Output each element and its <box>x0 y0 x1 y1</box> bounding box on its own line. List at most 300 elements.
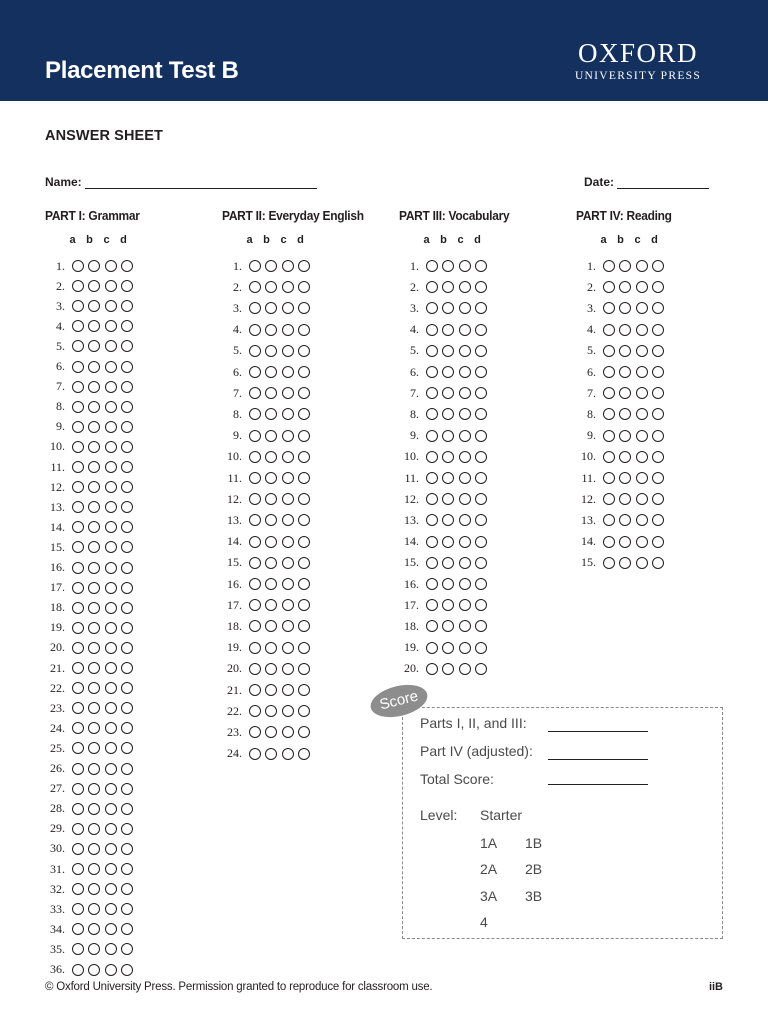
answer-bubble-a[interactable] <box>249 281 261 293</box>
answer-bubble-a[interactable] <box>426 302 438 314</box>
answer-bubble-a[interactable] <box>426 472 438 484</box>
answer-bubble-b[interactable] <box>442 578 454 590</box>
answer-bubble-a[interactable] <box>72 923 84 935</box>
answer-bubble-c[interactable] <box>459 472 471 484</box>
answer-bubble-c[interactable] <box>282 281 294 293</box>
answer-bubble-b[interactable] <box>442 366 454 378</box>
answer-bubble-b[interactable] <box>88 401 100 413</box>
answer-bubble-b[interactable] <box>442 493 454 505</box>
answer-bubble-b[interactable] <box>265 408 277 420</box>
answer-bubble-c[interactable] <box>459 366 471 378</box>
answer-bubble-c[interactable] <box>105 702 117 714</box>
answer-bubble-a[interactable] <box>426 430 438 442</box>
answer-bubble-a[interactable] <box>426 642 438 654</box>
answer-bubble-c[interactable] <box>282 366 294 378</box>
answer-bubble-c[interactable] <box>105 923 117 935</box>
answer-bubble-d[interactable] <box>121 883 133 895</box>
answer-bubble-a[interactable] <box>426 324 438 336</box>
answer-bubble-c[interactable] <box>636 366 648 378</box>
answer-bubble-c[interactable] <box>282 684 294 696</box>
answer-bubble-d[interactable] <box>298 430 310 442</box>
answer-bubble-c[interactable] <box>636 472 648 484</box>
answer-bubble-d[interactable] <box>475 302 487 314</box>
answer-bubble-a[interactable] <box>72 421 84 433</box>
answer-bubble-a[interactable] <box>72 943 84 955</box>
answer-bubble-b[interactable] <box>442 536 454 548</box>
answer-bubble-d[interactable] <box>652 430 664 442</box>
answer-bubble-b[interactable] <box>88 642 100 654</box>
answer-bubble-a[interactable] <box>603 302 615 314</box>
answer-bubble-c[interactable] <box>459 663 471 675</box>
answer-bubble-b[interactable] <box>88 461 100 473</box>
answer-bubble-a[interactable] <box>603 324 615 336</box>
answer-bubble-a[interactable] <box>72 501 84 513</box>
answer-bubble-d[interactable] <box>652 387 664 399</box>
answer-bubble-c[interactable] <box>105 742 117 754</box>
answer-bubble-b[interactable] <box>265 366 277 378</box>
answer-bubble-c[interactable] <box>105 260 117 272</box>
answer-bubble-a[interactable] <box>249 726 261 738</box>
answer-bubble-c[interactable] <box>105 682 117 694</box>
answer-bubble-b[interactable] <box>265 705 277 717</box>
answer-bubble-c[interactable] <box>282 430 294 442</box>
answer-bubble-c[interactable] <box>282 387 294 399</box>
answer-bubble-d[interactable] <box>298 705 310 717</box>
answer-bubble-d[interactable] <box>121 763 133 775</box>
answer-bubble-b[interactable] <box>265 302 277 314</box>
answer-bubble-a[interactable] <box>603 430 615 442</box>
answer-bubble-b[interactable] <box>88 943 100 955</box>
answer-bubble-a[interactable] <box>249 345 261 357</box>
answer-bubble-d[interactable] <box>121 582 133 594</box>
answer-bubble-c[interactable] <box>105 320 117 332</box>
answer-bubble-a[interactable] <box>603 387 615 399</box>
answer-bubble-c[interactable] <box>636 536 648 548</box>
answer-bubble-c[interactable] <box>636 557 648 569</box>
answer-bubble-a[interactable] <box>249 536 261 548</box>
answer-bubble-c[interactable] <box>282 536 294 548</box>
answer-bubble-a[interactable] <box>72 361 84 373</box>
answer-bubble-d[interactable] <box>298 684 310 696</box>
answer-bubble-a[interactable] <box>426 663 438 675</box>
answer-bubble-d[interactable] <box>121 964 133 976</box>
answer-bubble-a[interactable] <box>72 883 84 895</box>
answer-bubble-c[interactable] <box>282 642 294 654</box>
answer-bubble-c[interactable] <box>105 763 117 775</box>
answer-bubble-a[interactable] <box>249 599 261 611</box>
answer-bubble-a[interactable] <box>72 964 84 976</box>
answer-bubble-c[interactable] <box>459 557 471 569</box>
answer-bubble-b[interactable] <box>442 302 454 314</box>
answer-bubble-b[interactable] <box>619 472 631 484</box>
answer-bubble-d[interactable] <box>652 536 664 548</box>
answer-bubble-b[interactable] <box>265 557 277 569</box>
answer-bubble-b[interactable] <box>88 481 100 493</box>
answer-bubble-b[interactable] <box>88 361 100 373</box>
answer-bubble-d[interactable] <box>298 408 310 420</box>
answer-bubble-a[interactable] <box>72 742 84 754</box>
answer-bubble-d[interactable] <box>475 642 487 654</box>
answer-bubble-d[interactable] <box>298 620 310 632</box>
answer-bubble-a[interactable] <box>426 536 438 548</box>
answer-bubble-c[interactable] <box>105 662 117 674</box>
answer-bubble-c[interactable] <box>459 493 471 505</box>
answer-bubble-b[interactable] <box>442 387 454 399</box>
answer-bubble-a[interactable] <box>72 722 84 734</box>
answer-bubble-b[interactable] <box>88 923 100 935</box>
answer-bubble-d[interactable] <box>475 451 487 463</box>
answer-bubble-d[interactable] <box>121 722 133 734</box>
answer-bubble-d[interactable] <box>298 451 310 463</box>
answer-bubble-a[interactable] <box>72 381 84 393</box>
answer-bubble-b[interactable] <box>88 803 100 815</box>
answer-bubble-c[interactable] <box>105 421 117 433</box>
answer-bubble-c[interactable] <box>459 536 471 548</box>
answer-bubble-c[interactable] <box>636 451 648 463</box>
answer-bubble-b[interactable] <box>88 622 100 634</box>
answer-bubble-c[interactable] <box>459 408 471 420</box>
answer-bubble-d[interactable] <box>652 281 664 293</box>
answer-bubble-a[interactable] <box>426 620 438 632</box>
answer-bubble-a[interactable] <box>72 441 84 453</box>
answer-bubble-d[interactable] <box>652 557 664 569</box>
answer-bubble-b[interactable] <box>88 903 100 915</box>
answer-bubble-a[interactable] <box>426 345 438 357</box>
answer-bubble-a[interactable] <box>72 823 84 835</box>
answer-bubble-d[interactable] <box>475 430 487 442</box>
answer-bubble-a[interactable] <box>72 682 84 694</box>
answer-bubble-d[interactable] <box>121 642 133 654</box>
answer-bubble-b[interactable] <box>88 501 100 513</box>
answer-bubble-d[interactable] <box>652 260 664 272</box>
answer-bubble-a[interactable] <box>72 260 84 272</box>
answer-bubble-b[interactable] <box>265 430 277 442</box>
answer-bubble-c[interactable] <box>105 481 117 493</box>
answer-bubble-b[interactable] <box>265 620 277 632</box>
answer-bubble-d[interactable] <box>121 401 133 413</box>
answer-bubble-a[interactable] <box>426 281 438 293</box>
answer-bubble-b[interactable] <box>442 281 454 293</box>
answer-bubble-d[interactable] <box>121 481 133 493</box>
answer-bubble-c[interactable] <box>105 501 117 513</box>
answer-bubble-c[interactable] <box>459 578 471 590</box>
answer-bubble-b[interactable] <box>265 281 277 293</box>
answer-bubble-b[interactable] <box>88 300 100 312</box>
answer-bubble-b[interactable] <box>88 702 100 714</box>
answer-bubble-b[interactable] <box>442 430 454 442</box>
answer-bubble-a[interactable] <box>426 578 438 590</box>
answer-bubble-d[interactable] <box>121 863 133 875</box>
answer-bubble-d[interactable] <box>121 803 133 815</box>
answer-bubble-a[interactable] <box>72 622 84 634</box>
answer-bubble-a[interactable] <box>249 430 261 442</box>
answer-bubble-a[interactable] <box>249 514 261 526</box>
answer-bubble-d[interactable] <box>475 387 487 399</box>
answer-bubble-b[interactable] <box>265 536 277 548</box>
answer-bubble-b[interactable] <box>265 726 277 738</box>
answer-bubble-c[interactable] <box>459 260 471 272</box>
answer-bubble-c[interactable] <box>282 260 294 272</box>
answer-bubble-a[interactable] <box>72 602 84 614</box>
answer-bubble-d[interactable] <box>475 599 487 611</box>
answer-bubble-d[interactable] <box>298 726 310 738</box>
answer-bubble-a[interactable] <box>603 557 615 569</box>
answer-bubble-b[interactable] <box>265 663 277 675</box>
answer-bubble-b[interactable] <box>88 602 100 614</box>
answer-bubble-c[interactable] <box>282 514 294 526</box>
answer-bubble-d[interactable] <box>121 562 133 574</box>
answer-bubble-a[interactable] <box>426 493 438 505</box>
answer-bubble-b[interactable] <box>619 324 631 336</box>
answer-bubble-d[interactable] <box>298 578 310 590</box>
answer-bubble-b[interactable] <box>265 493 277 505</box>
answer-bubble-a[interactable] <box>72 843 84 855</box>
answer-bubble-b[interactable] <box>88 381 100 393</box>
answer-bubble-d[interactable] <box>298 387 310 399</box>
answer-bubble-a[interactable] <box>603 472 615 484</box>
answer-bubble-d[interactable] <box>121 702 133 714</box>
answer-bubble-d[interactable] <box>121 300 133 312</box>
answer-bubble-b[interactable] <box>619 536 631 548</box>
answer-bubble-d[interactable] <box>121 421 133 433</box>
answer-bubble-b[interactable] <box>88 964 100 976</box>
answer-bubble-c[interactable] <box>105 562 117 574</box>
answer-bubble-a[interactable] <box>72 702 84 714</box>
name-line[interactable] <box>85 177 317 189</box>
answer-bubble-b[interactable] <box>265 514 277 526</box>
answer-bubble-a[interactable] <box>426 557 438 569</box>
answer-bubble-a[interactable] <box>72 280 84 292</box>
answer-bubble-b[interactable] <box>619 366 631 378</box>
answer-bubble-b[interactable] <box>265 748 277 760</box>
answer-bubble-c[interactable] <box>105 883 117 895</box>
answer-bubble-b[interactable] <box>442 408 454 420</box>
answer-bubble-c[interactable] <box>282 748 294 760</box>
answer-bubble-a[interactable] <box>72 803 84 815</box>
answer-bubble-a[interactable] <box>603 514 615 526</box>
answer-bubble-a[interactable] <box>249 260 261 272</box>
date-field[interactable] <box>584 175 709 189</box>
answer-bubble-c[interactable] <box>105 461 117 473</box>
answer-bubble-a[interactable] <box>72 481 84 493</box>
answer-bubble-a[interactable] <box>72 461 84 473</box>
answer-bubble-a[interactable] <box>426 387 438 399</box>
answer-bubble-a[interactable] <box>249 684 261 696</box>
answer-bubble-d[interactable] <box>652 366 664 378</box>
answer-bubble-b[interactable] <box>442 642 454 654</box>
answer-bubble-b[interactable] <box>619 387 631 399</box>
answer-bubble-a[interactable] <box>426 260 438 272</box>
answer-bubble-b[interactable] <box>88 763 100 775</box>
answer-bubble-b[interactable] <box>619 302 631 314</box>
answer-bubble-d[interactable] <box>652 472 664 484</box>
answer-bubble-d[interactable] <box>652 514 664 526</box>
answer-bubble-d[interactable] <box>298 493 310 505</box>
answer-bubble-c[interactable] <box>282 345 294 357</box>
answer-bubble-b[interactable] <box>619 260 631 272</box>
score-line-total[interactable] <box>548 784 648 785</box>
answer-bubble-a[interactable] <box>72 401 84 413</box>
answer-bubble-c[interactable] <box>105 843 117 855</box>
answer-bubble-d[interactable] <box>475 408 487 420</box>
name-field[interactable] <box>45 175 317 189</box>
answer-bubble-c[interactable] <box>636 281 648 293</box>
answer-bubble-d[interactable] <box>298 536 310 548</box>
answer-bubble-c[interactable] <box>105 300 117 312</box>
answer-bubble-b[interactable] <box>265 260 277 272</box>
answer-bubble-a[interactable] <box>426 514 438 526</box>
answer-bubble-a[interactable] <box>249 472 261 484</box>
answer-bubble-b[interactable] <box>88 340 100 352</box>
answer-bubble-d[interactable] <box>475 557 487 569</box>
answer-bubble-b[interactable] <box>88 441 100 453</box>
answer-bubble-d[interactable] <box>652 451 664 463</box>
answer-bubble-c[interactable] <box>105 863 117 875</box>
answer-bubble-c[interactable] <box>636 260 648 272</box>
score-line-parts-1-3[interactable] <box>548 731 648 732</box>
answer-bubble-c[interactable] <box>105 964 117 976</box>
answer-bubble-a[interactable] <box>249 642 261 654</box>
answer-bubble-d[interactable] <box>121 602 133 614</box>
answer-bubble-d[interactable] <box>475 281 487 293</box>
answer-bubble-a[interactable] <box>426 451 438 463</box>
answer-bubble-b[interactable] <box>619 281 631 293</box>
answer-bubble-d[interactable] <box>121 280 133 292</box>
answer-bubble-a[interactable] <box>603 281 615 293</box>
answer-bubble-c[interactable] <box>282 578 294 590</box>
date-line[interactable] <box>617 177 709 189</box>
answer-bubble-d[interactable] <box>121 843 133 855</box>
answer-bubble-c[interactable] <box>459 302 471 314</box>
answer-bubble-c[interactable] <box>636 387 648 399</box>
answer-bubble-a[interactable] <box>249 387 261 399</box>
answer-bubble-c[interactable] <box>105 622 117 634</box>
answer-bubble-a[interactable] <box>249 705 261 717</box>
answer-bubble-d[interactable] <box>121 923 133 935</box>
answer-bubble-a[interactable] <box>249 302 261 314</box>
answer-bubble-c[interactable] <box>636 302 648 314</box>
answer-bubble-a[interactable] <box>603 536 615 548</box>
answer-bubble-a[interactable] <box>249 578 261 590</box>
answer-bubble-a[interactable] <box>603 345 615 357</box>
answer-bubble-d[interactable] <box>121 662 133 674</box>
answer-bubble-c[interactable] <box>105 521 117 533</box>
answer-bubble-d[interactable] <box>298 557 310 569</box>
answer-bubble-d[interactable] <box>475 663 487 675</box>
answer-bubble-b[interactable] <box>88 742 100 754</box>
answer-bubble-a[interactable] <box>249 663 261 675</box>
answer-bubble-d[interactable] <box>475 345 487 357</box>
answer-bubble-b[interactable] <box>88 562 100 574</box>
answer-bubble-b[interactable] <box>619 557 631 569</box>
answer-bubble-c[interactable] <box>636 324 648 336</box>
answer-bubble-c[interactable] <box>105 401 117 413</box>
answer-bubble-c[interactable] <box>459 451 471 463</box>
answer-bubble-c[interactable] <box>636 514 648 526</box>
answer-bubble-b[interactable] <box>88 320 100 332</box>
answer-bubble-d[interactable] <box>298 324 310 336</box>
answer-bubble-a[interactable] <box>426 408 438 420</box>
answer-bubble-d[interactable] <box>475 472 487 484</box>
answer-bubble-c[interactable] <box>105 582 117 594</box>
answer-bubble-c[interactable] <box>282 705 294 717</box>
answer-bubble-c[interactable] <box>282 557 294 569</box>
answer-bubble-d[interactable] <box>475 578 487 590</box>
answer-bubble-d[interactable] <box>652 324 664 336</box>
answer-bubble-b[interactable] <box>442 557 454 569</box>
answer-bubble-d[interactable] <box>121 501 133 513</box>
answer-bubble-b[interactable] <box>88 582 100 594</box>
answer-bubble-c[interactable] <box>105 441 117 453</box>
answer-bubble-a[interactable] <box>72 903 84 915</box>
answer-bubble-c[interactable] <box>105 823 117 835</box>
answer-bubble-b[interactable] <box>88 883 100 895</box>
answer-bubble-d[interactable] <box>121 381 133 393</box>
answer-bubble-a[interactable] <box>249 366 261 378</box>
answer-bubble-b[interactable] <box>88 260 100 272</box>
answer-bubble-b[interactable] <box>265 578 277 590</box>
answer-bubble-b[interactable] <box>88 521 100 533</box>
answer-bubble-c[interactable] <box>636 493 648 505</box>
answer-bubble-c[interactable] <box>636 345 648 357</box>
answer-bubble-d[interactable] <box>121 742 133 754</box>
answer-bubble-b[interactable] <box>265 599 277 611</box>
answer-bubble-c[interactable] <box>459 514 471 526</box>
answer-bubble-c[interactable] <box>282 472 294 484</box>
answer-bubble-c[interactable] <box>105 803 117 815</box>
answer-bubble-c[interactable] <box>282 408 294 420</box>
answer-bubble-d[interactable] <box>475 260 487 272</box>
answer-bubble-a[interactable] <box>72 340 84 352</box>
answer-bubble-a[interactable] <box>603 493 615 505</box>
answer-bubble-b[interactable] <box>442 472 454 484</box>
answer-bubble-a[interactable] <box>249 493 261 505</box>
answer-bubble-d[interactable] <box>121 461 133 473</box>
answer-bubble-b[interactable] <box>442 345 454 357</box>
answer-bubble-d[interactable] <box>121 320 133 332</box>
answer-bubble-a[interactable] <box>603 260 615 272</box>
answer-bubble-b[interactable] <box>442 663 454 675</box>
answer-bubble-d[interactable] <box>475 493 487 505</box>
answer-bubble-c[interactable] <box>459 430 471 442</box>
answer-bubble-a[interactable] <box>603 366 615 378</box>
answer-bubble-a[interactable] <box>426 599 438 611</box>
answer-bubble-c[interactable] <box>282 451 294 463</box>
answer-bubble-a[interactable] <box>72 863 84 875</box>
answer-bubble-c[interactable] <box>459 599 471 611</box>
answer-bubble-c[interactable] <box>459 281 471 293</box>
answer-bubble-d[interactable] <box>121 943 133 955</box>
answer-bubble-a[interactable] <box>249 620 261 632</box>
answer-bubble-d[interactable] <box>121 823 133 835</box>
answer-bubble-b[interactable] <box>442 324 454 336</box>
answer-bubble-b[interactable] <box>265 451 277 463</box>
answer-bubble-d[interactable] <box>121 441 133 453</box>
answer-bubble-c[interactable] <box>105 381 117 393</box>
answer-bubble-a[interactable] <box>249 324 261 336</box>
answer-bubble-c[interactable] <box>282 663 294 675</box>
answer-bubble-b[interactable] <box>619 408 631 420</box>
answer-bubble-b[interactable] <box>442 514 454 526</box>
answer-bubble-c[interactable] <box>459 620 471 632</box>
answer-bubble-d[interactable] <box>298 302 310 314</box>
answer-bubble-b[interactable] <box>619 345 631 357</box>
answer-bubble-d[interactable] <box>652 302 664 314</box>
answer-bubble-b[interactable] <box>442 599 454 611</box>
answer-bubble-b[interactable] <box>619 514 631 526</box>
answer-bubble-a[interactable] <box>72 521 84 533</box>
answer-bubble-b[interactable] <box>88 823 100 835</box>
